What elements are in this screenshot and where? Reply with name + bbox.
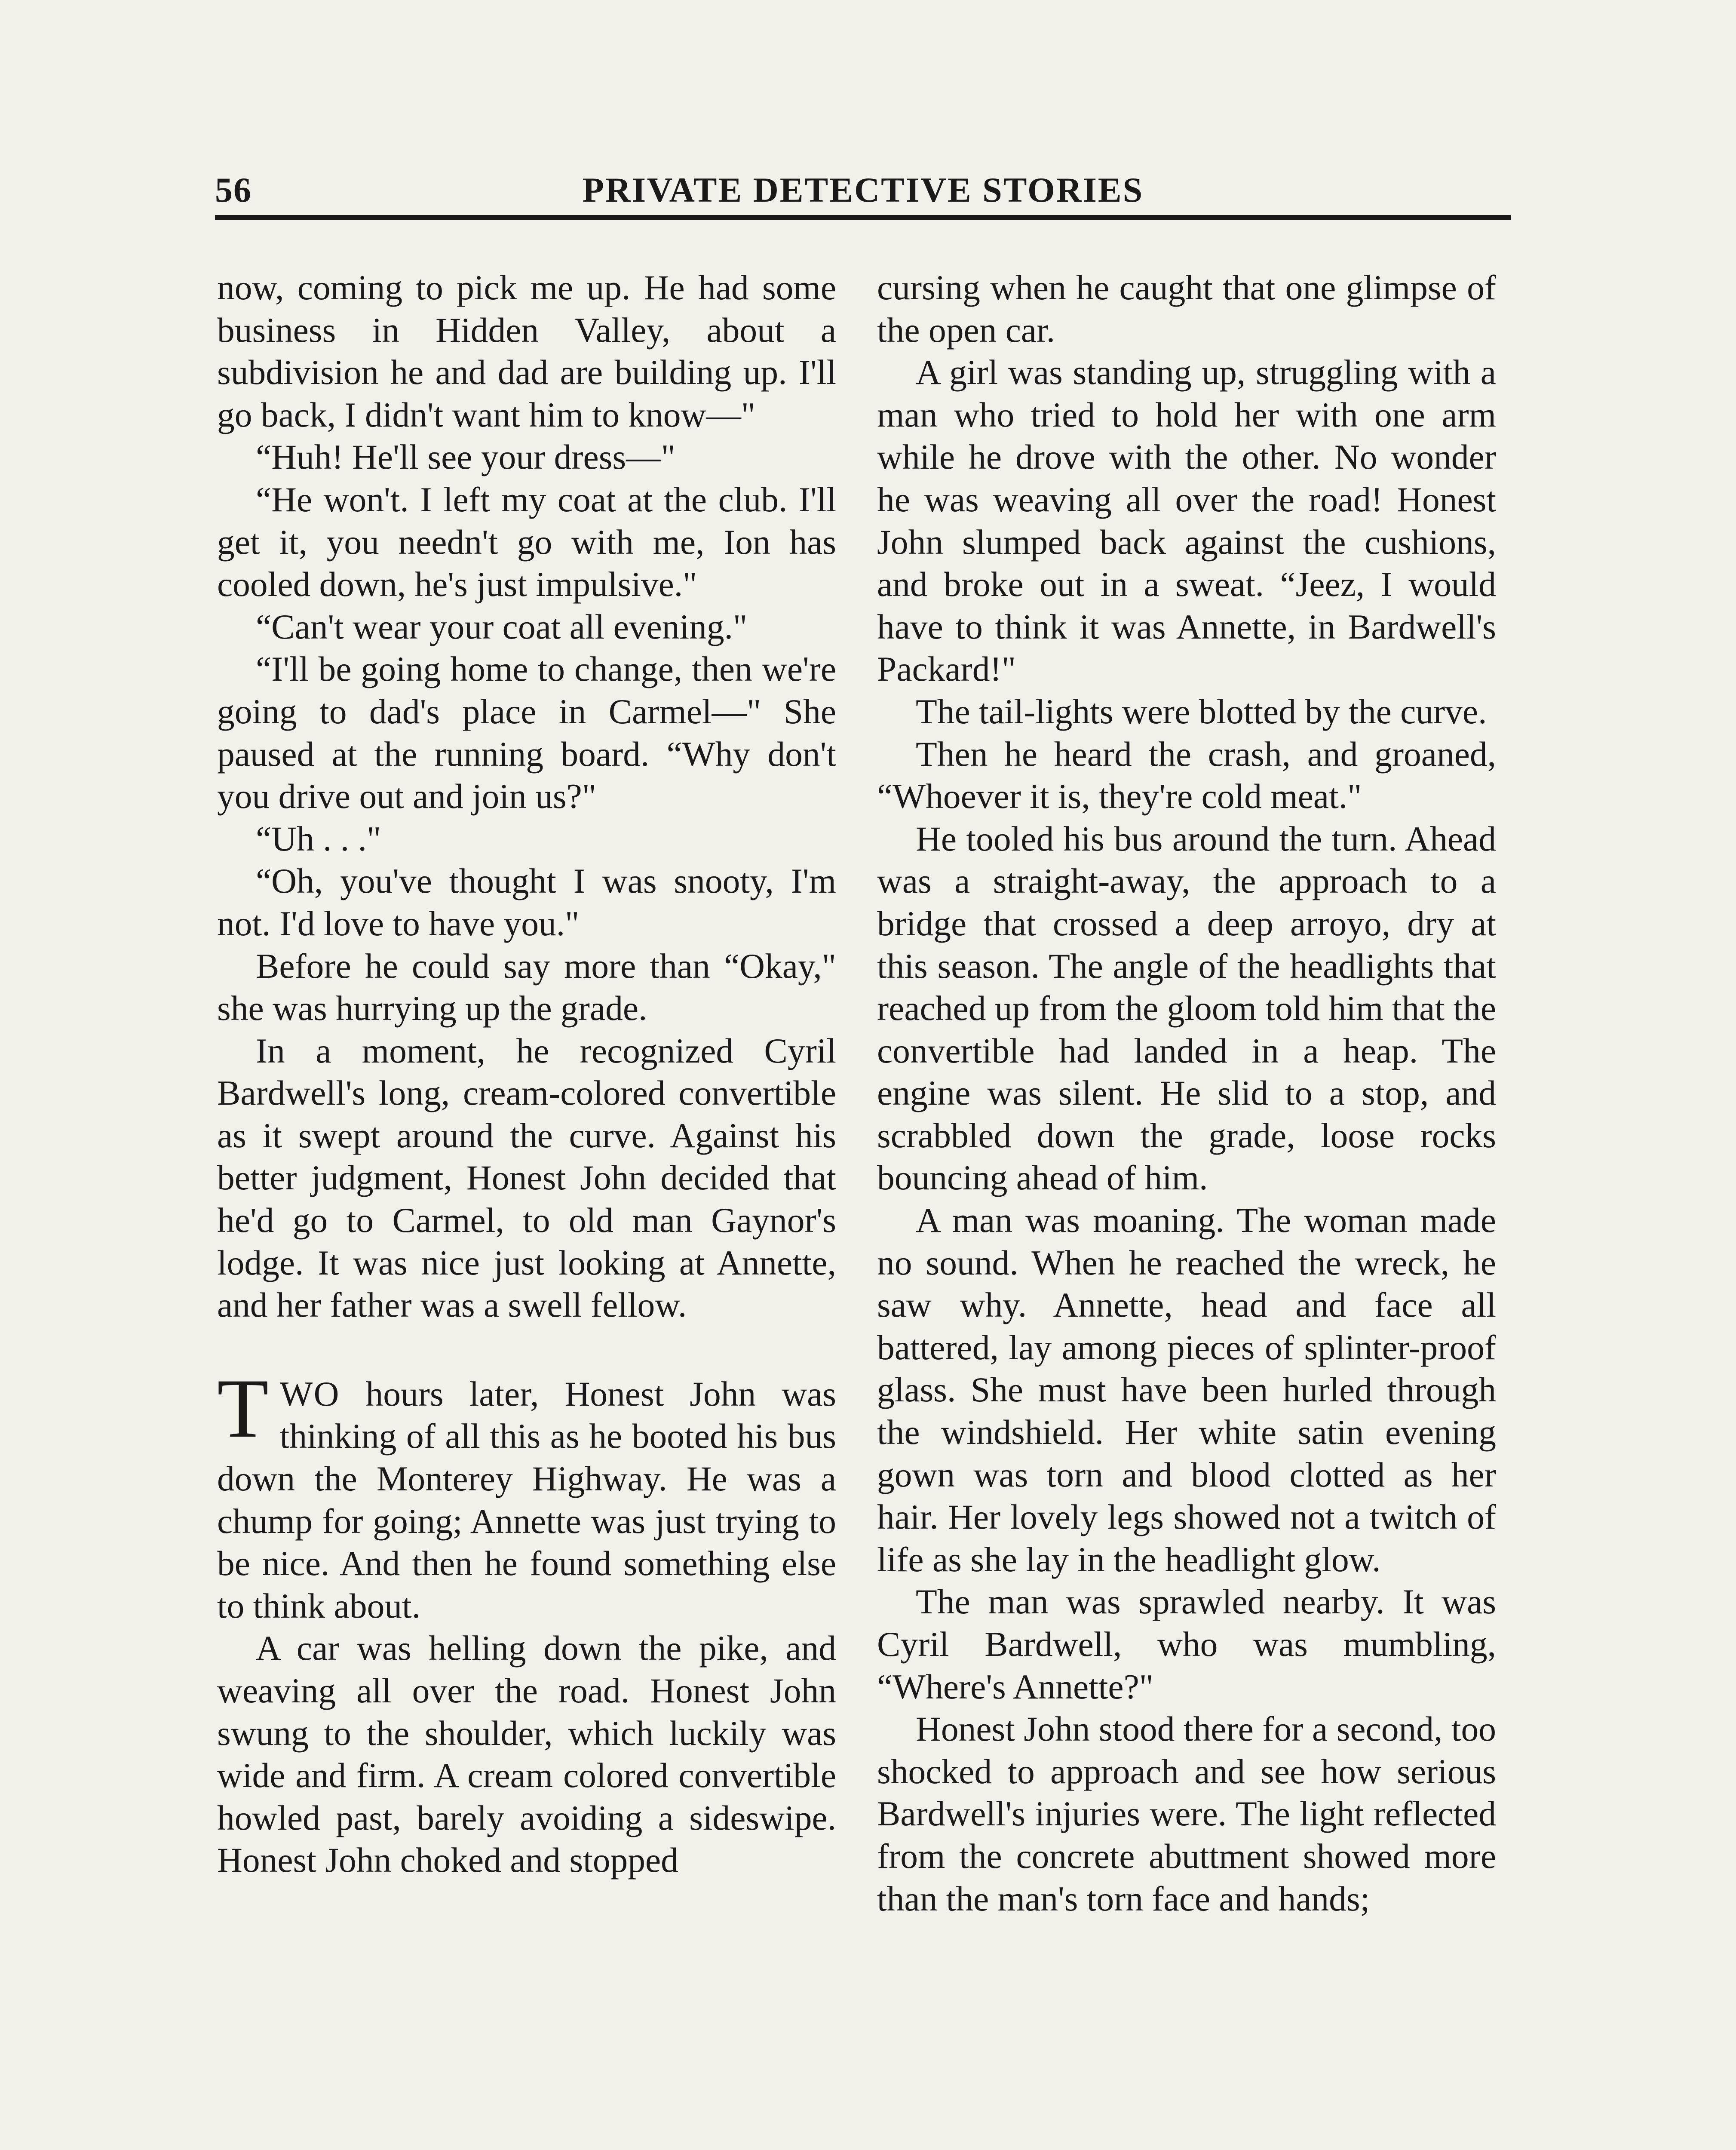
paragraph: The man was sprawled nearby. It was Cyril Bardwell, who was mumbling, “Where's Annette?" (877, 1582, 1496, 1706)
paragraph: “Can't wear your coat all evening." (256, 607, 748, 646)
page-header (215, 166, 1511, 221)
paragraph: “I'll be going home to change, then we're going to dad's place in Carmel—" She paused at the running board. “Why don't you drive out and join us?" (217, 649, 836, 816)
left-column (217, 267, 836, 1882)
paragraph: In a moment, he recognized Cyril Bardwell's long, cream-colored convertible as it swept around the curve. Against his better judgment, Honest John decided that he'd go to Carmel, to old man Gaynor's lodge. It was nice just looking at Annette, and her father was a swell fellow. (217, 1031, 836, 1325)
paragraph: “Oh, you've thought I was snooty, I'm not. I'd love to have you." (217, 861, 836, 943)
paragraph: Before he could say more than “Okay," she was hurrying up the grade. (217, 946, 836, 1028)
paragraph: “He won't. I left my coat at the club. I'll get it, you needn't go with me, Ion has cooled down, he's just impulsive." (217, 479, 836, 604)
right-column (877, 267, 1496, 1920)
paragraph: A car was helling down the pike, and weaving all over the road. Honest John swung to the shoulder, which luckily was wide and firm. A cream colored convertible howled past, barely avoiding a sideswipe. Honest John choked and stopped (217, 1628, 836, 1880)
section-start-paragraph (217, 1361, 836, 1628)
paragraph: The tail-lights were blotted by the curve. (916, 691, 1487, 731)
page-number: 56 (215, 170, 252, 209)
paragraph-continuation: cursing when he caught that one glimpse of the open car. (877, 268, 1496, 350)
paragraph: “Huh! He'll see your dress—" (256, 437, 675, 477)
paragraph: Honest John stood there for a second, too shocked to approach and see how serious Bardwell's injuries were. The light reflected from the concrete abuttment showed more than the man's torn face and hands; (877, 1709, 1496, 1918)
drop-cap: T (217, 1361, 269, 1455)
paragraph: Then he heard the crash, and groaned, “Whoever it is, they're cold meat." (877, 734, 1496, 816)
paragraph: A girl was standing up, struggling with a man who tried to hold her with one arm while he drove with the other. No wonder he was weaving all over the road! Honest John slumped back against the cushions, and broke out in a sweat. “Jeez, I would have to think it was Annette, in Bardwell's Packard!" (877, 353, 1496, 689)
header-rule (215, 215, 1511, 220)
section-first-word: WO (279, 1374, 340, 1413)
paragraph: now, coming to pick me up. He had some business in Hidden Valley, about a subdivision he and dad are building up. I'll go back, I didn't want him to know—" (217, 268, 836, 434)
paragraph: A man was moaning. The woman made no sound. When he reached the wreck, he saw why. Annette, head and face all battered, lay among pieces of splinter-proof glass. She must have been hurled through the windshield. Her white satin evening gown was torn and blood clotted as her hair. Her lovely legs showed not a twitch of life as she lay in the headlight glow. (877, 1201, 1496, 1579)
section-text: hours later, Honest John was thinking of all this as he booted his bus down the Monterey Highway. He was a chump for going; Annette was just trying to be nice. And then he found something else to think about. (217, 1374, 836, 1625)
paragraph: “Uh . . ." (256, 819, 381, 858)
running-title: PRIVATE DETECTIVE STORIES (582, 170, 1144, 209)
paragraph: He tooled his bus around the turn. Ahead was a straight-away, the approach to a bridge that crossed a deep arroyo, dry at this season. The angle of the headlights that reached up from the gloom told him that the convertible had landed in a heap. The engine was silent. He slid to a stop, and scrabbled down the grade, loose rocks bouncing ahead of him. (877, 819, 1496, 1198)
